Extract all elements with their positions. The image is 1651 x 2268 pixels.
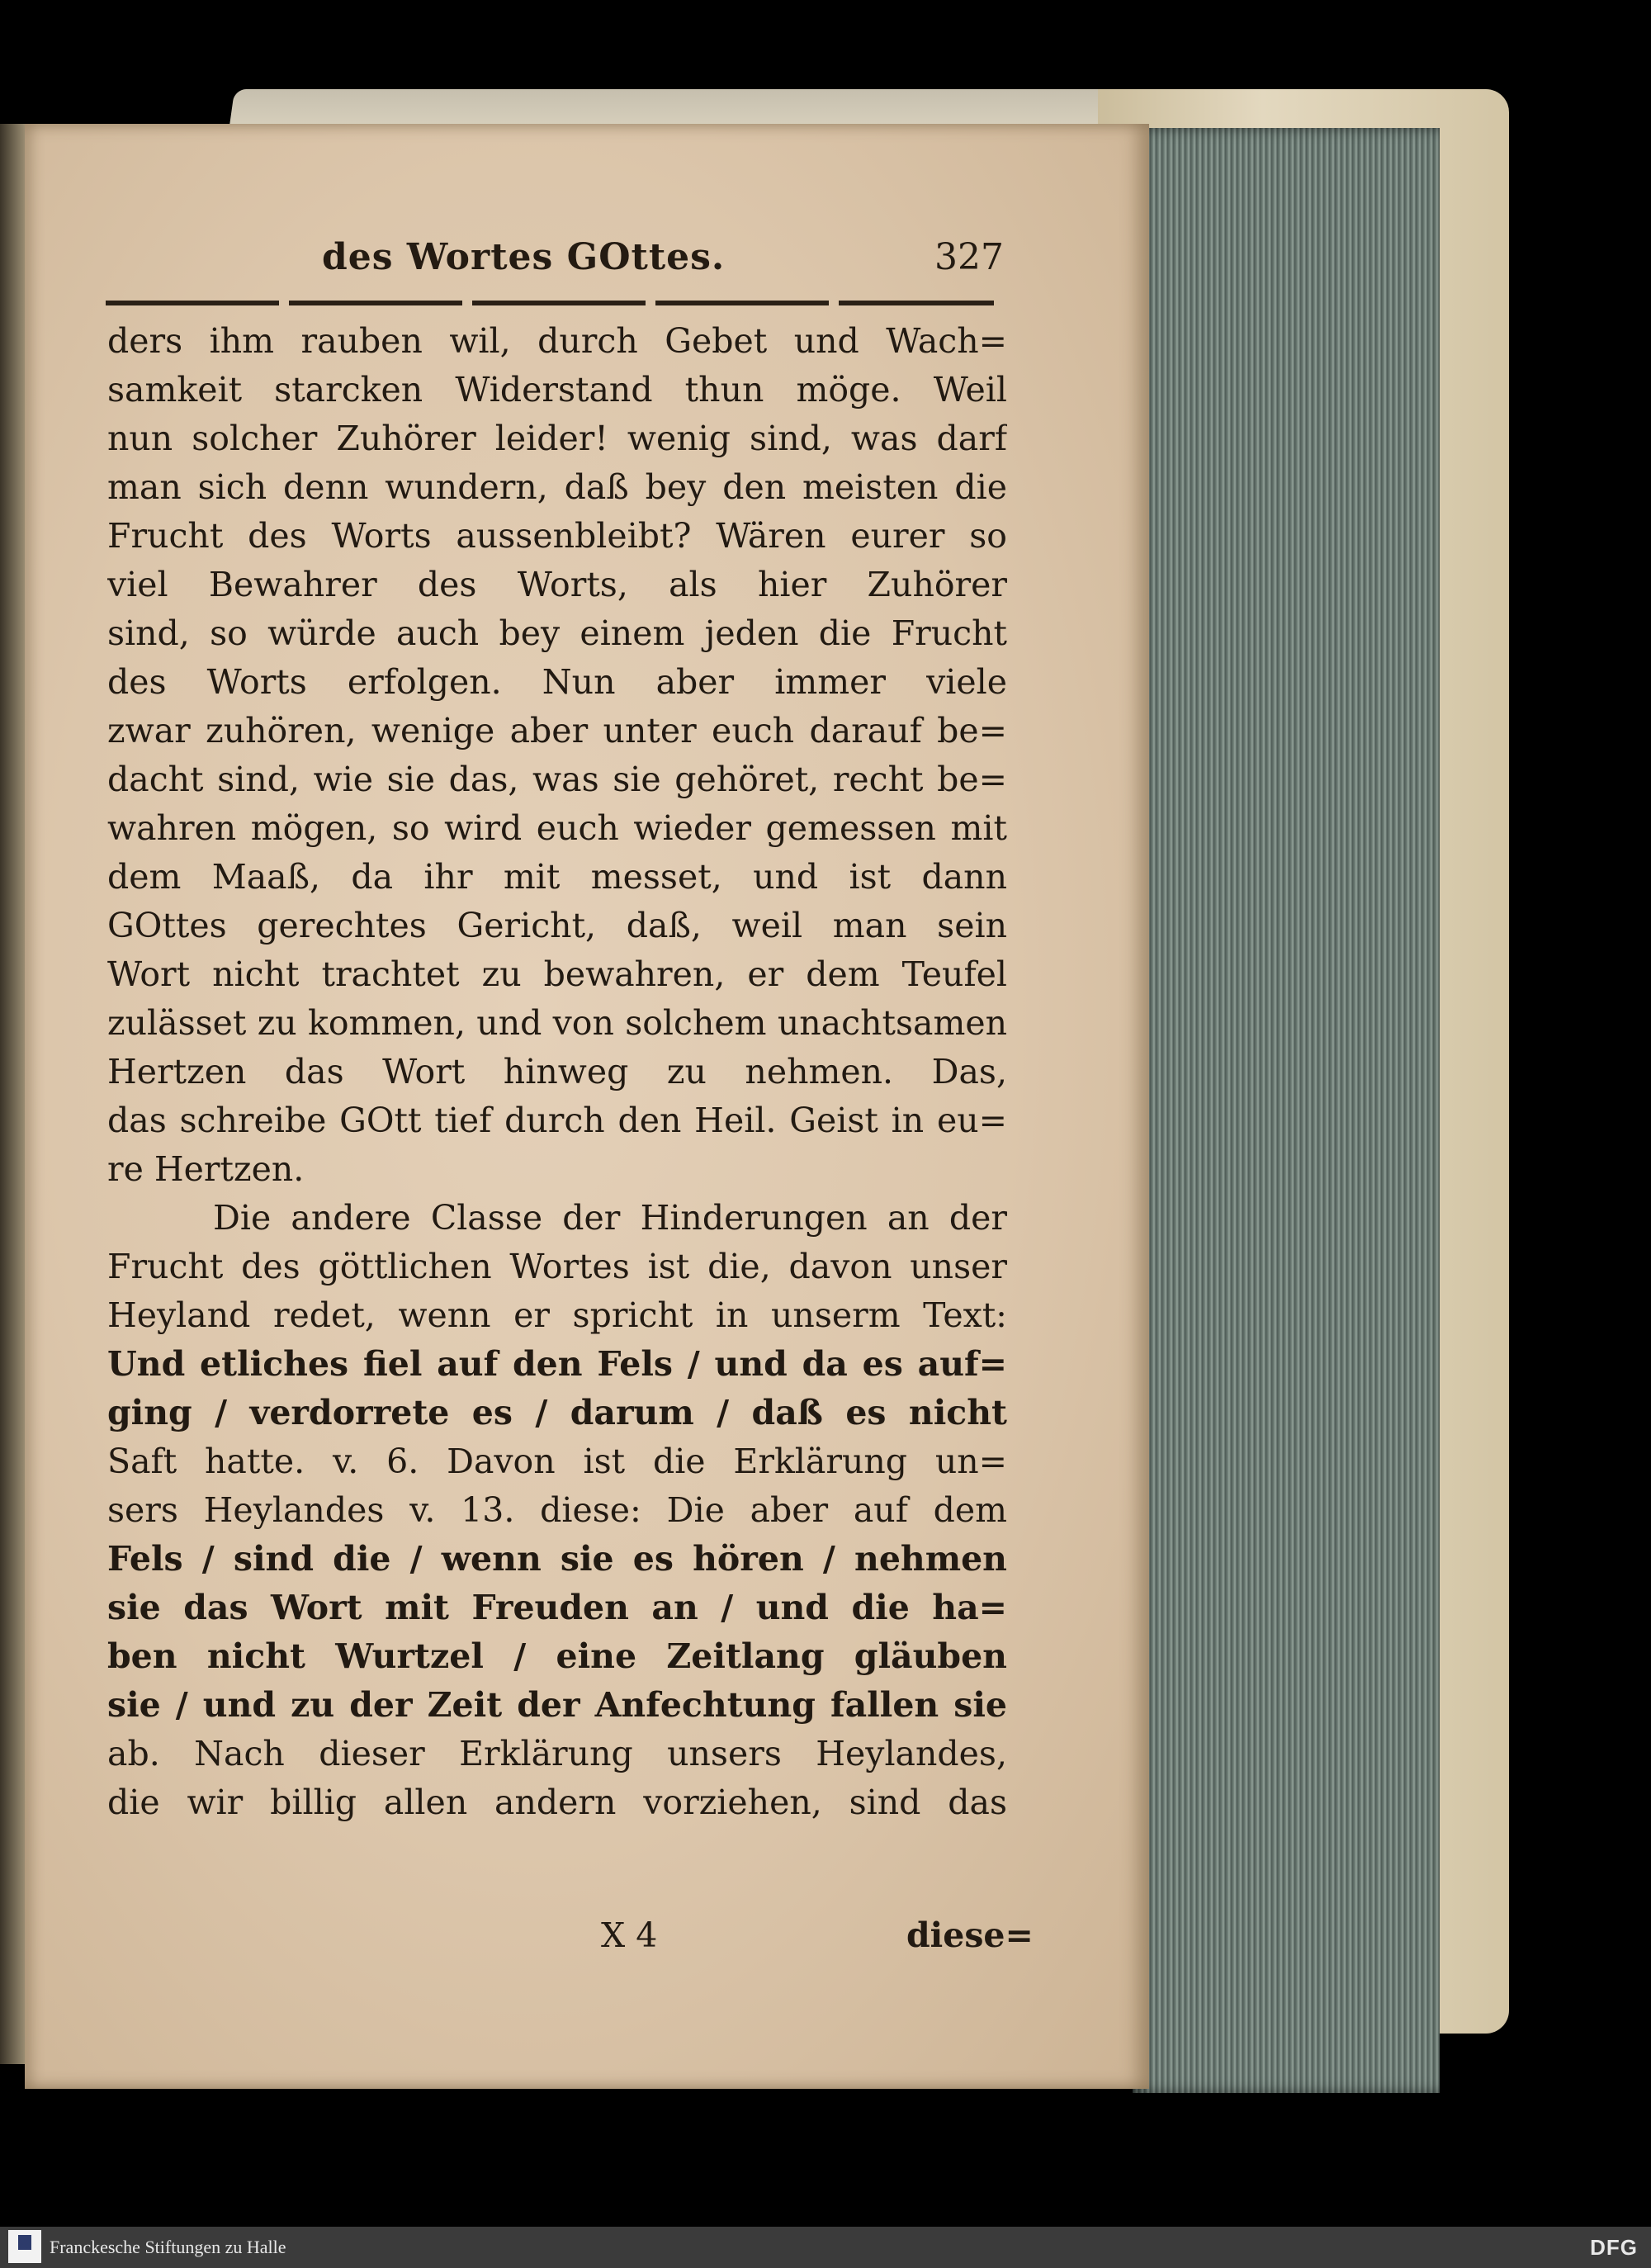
body-text [107,317,1007,1952]
text-line: die wir billig allen andern vorziehen, sind das [107,1783,1007,1822]
running-head: des Wortes GOttes. [322,236,726,278]
text-line: wahren mögen, so wird euch wieder gemessen mit [107,808,1007,848]
institution-logo-icon [8,2230,41,2263]
scripture-line: ging / verdorrete es / darum / daß es nicht [107,1393,1007,1432]
text-line: dacht sind, wie sie das, was sie gehöret, recht be= [107,760,1007,799]
scripture-line: ben nicht Wurtzel / eine Zeitlang gläuben [107,1636,1007,1676]
signature-mark: X 4 [601,1915,658,1955]
text-line: Heyland redet, wenn er spricht in unserm Text: [107,1295,1007,1335]
catchword: diese= [906,1915,1034,1955]
scripture-line: Fels / sind die / wenn sie es hören / nehmen [107,1539,1007,1579]
text-line: dem Maaß, da ihr mit messet, und ist dann [107,857,1007,897]
text-line: ab. Nach dieser Erklärung unsers Heylandes, [107,1734,1007,1773]
scripture-line: Und etliches fiel auf den Fels / und da es auf= [107,1344,1007,1384]
text-line: das schreibe GOtt tief durch den Heil. Geist in eu= [107,1101,1007,1140]
scripture-line: sie das Wort mit Freuden an / und die ha= [107,1588,1007,1627]
header-rule [106,301,994,305]
text-line: Frucht des göttlichen Wortes ist die, davon unser [107,1247,1007,1286]
scripture-line: sie / und zu der Zeit der Anfechtung fallen sie [107,1685,1007,1725]
text-line: zulässet zu kommen, und von solchem unachtsamen [107,1003,1007,1043]
text-line: Saft hatte. v. 6. Davon ist die Erklärung un= [107,1442,1007,1481]
text-line: sers Heylandes v. 13. diese: Die aber auf dem [107,1490,1007,1530]
text-line: Wort nicht trachtet zu bewahren, er dem Teufel [107,954,1007,994]
text-line: zwar zuhören, wenige aber unter euch darauf be= [107,711,1007,750]
text-line: Frucht des Worts aussenbleibt? Wären eurer so [107,516,1007,556]
page-number: 327 [934,236,1004,278]
text-line: man sich denn wundern, daß bey den meisten die [107,467,1007,507]
text-line: samkeit starcken Widerstand thun möge. Weil [107,370,1007,410]
text-line: nun solcher Zuhörer leider! wenig sind, was darf [107,419,1007,458]
viewer-footer-bar [0,2227,1651,2268]
text-line: ders ihm rauben wil, durch Gebet und Wach= [107,321,1007,361]
institution-name: Franckesche Stiftungen zu Halle [50,2237,286,2257]
text-line: sind, so würde auch bey einem jeden die Frucht [107,613,1007,653]
dfg-logo: DFG [1590,2235,1638,2260]
text-line: GOttes gerechtes Gericht, daß, weil man sein [107,906,1007,945]
text-line: Hertzen das Wort hinweg zu nehmen. Das, [107,1052,1007,1091]
paragraph-start-line: Die andere Classe der Hinderungen an der [213,1198,1007,1238]
text-line: viel Bewahrer des Worts, als hier Zuhörer [107,565,1007,604]
page-edges [1133,128,1440,2093]
text-line: des Worts erfolgen. Nun aber immer viele [107,662,1007,702]
text-line: re Hertzen. [107,1149,305,1189]
